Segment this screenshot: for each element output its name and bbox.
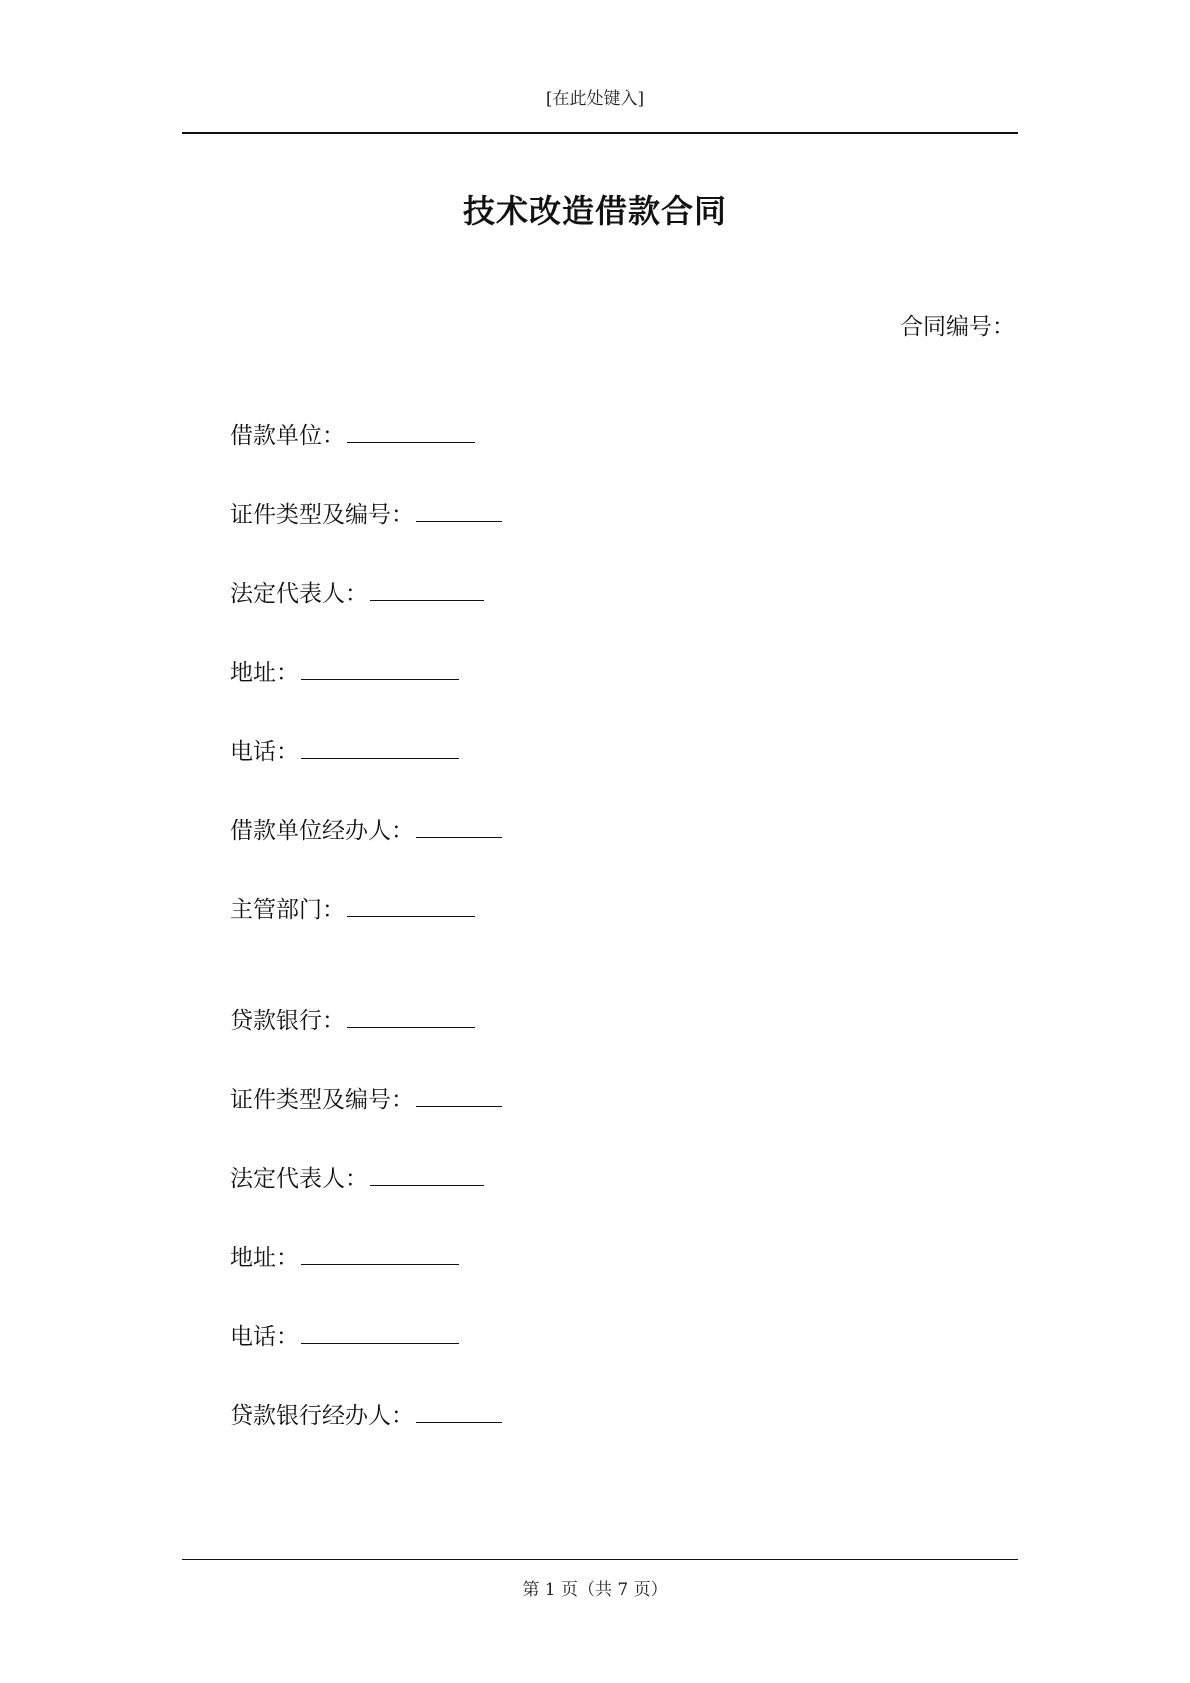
footer-divider xyxy=(182,1559,1018,1560)
field-label: 地址： xyxy=(230,1245,299,1271)
fill-in-blank[interactable] xyxy=(347,892,475,917)
fill-in-blank[interactable] xyxy=(301,734,459,759)
borrower-legal-rep-field xyxy=(230,576,484,610)
contract-number-label: 合同编号： xyxy=(900,314,1015,340)
borrower-agent-field xyxy=(230,813,502,847)
lender-agent-field xyxy=(230,1398,502,1432)
borrower-unit-field xyxy=(230,418,475,452)
fill-in-blank[interactable] xyxy=(301,1319,459,1344)
borrower-phone-field xyxy=(230,734,459,768)
field-label: 贷款银行经办人： xyxy=(230,1403,414,1429)
fill-in-blank[interactable] xyxy=(416,1082,502,1107)
fill-in-blank[interactable] xyxy=(301,655,459,680)
page-footer: 第 1 页（共 7 页） xyxy=(522,1580,668,1600)
field-label: 法定代表人： xyxy=(230,1166,368,1192)
field-label: 证件类型及编号： xyxy=(230,502,414,528)
fill-in-blank[interactable] xyxy=(416,813,502,838)
field-label: 贷款银行： xyxy=(230,1008,345,1034)
fill-in-blank[interactable] xyxy=(347,418,475,443)
header-divider xyxy=(182,132,1018,134)
fill-in-blank[interactable] xyxy=(370,576,484,601)
lender-bank-field xyxy=(230,1003,475,1037)
field-label: 证件类型及编号： xyxy=(230,1087,414,1113)
field-label: 借款单位经办人： xyxy=(230,818,414,844)
fill-in-blank[interactable] xyxy=(416,1398,502,1423)
fill-in-blank[interactable] xyxy=(347,1003,475,1028)
lender-id-field xyxy=(230,1082,502,1116)
field-label: 地址： xyxy=(230,660,299,686)
field-label: 电话： xyxy=(230,739,299,765)
lender-address-field xyxy=(230,1240,459,1274)
page-header: [在此处键入] xyxy=(545,89,645,109)
field-label: 主管部门： xyxy=(230,897,345,923)
borrower-id-field xyxy=(230,497,502,531)
fill-in-blank[interactable] xyxy=(301,1240,459,1265)
document-title: 技术改造借款合同 xyxy=(462,192,727,230)
fill-in-blank[interactable] xyxy=(416,497,502,522)
borrower-department-field xyxy=(230,892,475,926)
lender-phone-field xyxy=(230,1319,459,1353)
borrower-address-field xyxy=(230,655,459,689)
fill-in-blank[interactable] xyxy=(370,1161,484,1186)
field-label: 电话： xyxy=(230,1324,299,1350)
field-label: 借款单位： xyxy=(230,423,345,449)
field-label: 法定代表人： xyxy=(230,581,368,607)
lender-legal-rep-field xyxy=(230,1161,484,1195)
